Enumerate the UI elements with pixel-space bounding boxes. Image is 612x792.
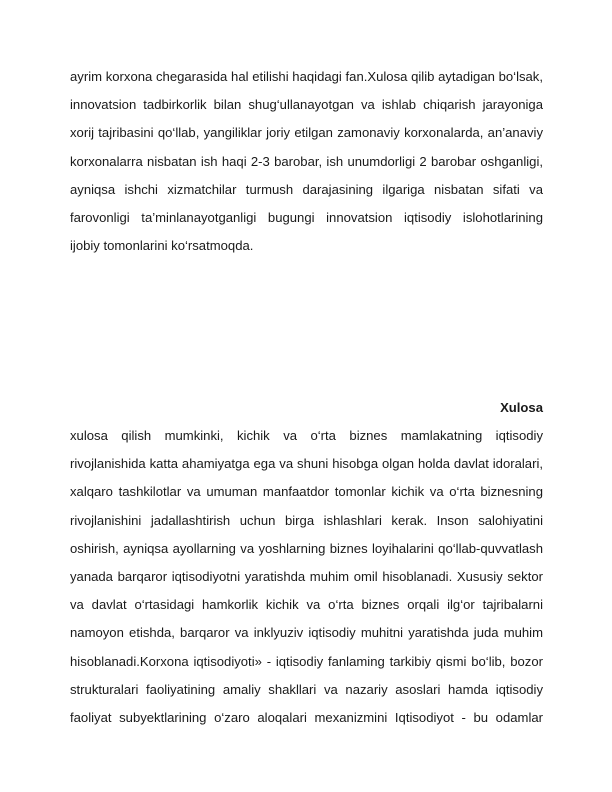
- paragraph-line: strukturalari faoliyatining amaliy shakllari va nazariy asoslari hamda iqtisodiy: [70, 681, 543, 697]
- paragraph-line: xalqaro tashkilotlar va umuman manfaatdor tomonlar kichik va o‘rta biznesning: [70, 484, 543, 500]
- paragraph-line: rivojlanishida katta ahamiyatga ega va shuni hisobga olgan holda davlat idoralari,: [70, 456, 543, 472]
- paragraph-line: ijobiy tomonlarini ko‘rsatmoqda.: [70, 238, 254, 254]
- paragraph-line: rivojlanishini jadallashtirish uchun birga ishlashlari kerak. Inson salohiyatini: [70, 512, 543, 528]
- paragraph-line: oshirish, ayniqsa ayollarning va yoshlarning biznes loyihalarini qo‘llab-quvvatlash: [70, 540, 543, 556]
- paragraph-line: hisoblanadi.Korxona iqtisodiyoti» - iqtisodiy fanlaming tarkibiy qismi bo‘lib, bozor: [70, 653, 543, 669]
- paragraph-line: ayniqsa ishchi xizmatchilar turmush darajasining ilgariga nisbatan sifati va: [70, 181, 543, 197]
- paragraph-line: ayrim korxona chegarasida hal etilishi haqidagi fan.Xulosa qilib aytadigan bo‘lsak,: [70, 69, 543, 84]
- paragraph-intro: [70, 63, 543, 260]
- paragraph-line: innovatsion tadbirkorlik bilan shug‘ullanayotgan va ishlab chiqarish jarayoniga: [70, 97, 543, 113]
- section-heading: Xulosa: [500, 400, 543, 415]
- paragraph-line: namoyon etishda, barqaror va inklyuziv iqtisodiy muhitni yaratishda juda muhim: [70, 625, 543, 641]
- paragraph-line: va davlat o‘rtasidagi hamkorlik kichik va o‘rta biznes orqali ilg‘or tajribalarni: [70, 597, 543, 613]
- paragraph-line: xorij tajribasini qo‘llab, yangiliklar joriy etilgan zamonaviy korxonalarda, an’anaviy: [70, 125, 543, 141]
- paragraph-line: farovonligi ta’minlanayotganligi bugungi innovatsion iqtisodiy islohotlarining: [70, 209, 543, 225]
- paragraph-line: faoliyat subyektlarining o‘zaro aloqalari mexanizmini Iqtisodiyot - bu odamlar: [70, 709, 543, 725]
- paragraph-line: korxonalarra nisbatan ish haqi 2-3 barobar, ish unumdorligi 2 barobar oshganligi,: [70, 153, 543, 169]
- paragraph-line: xulosa qilish mumkinki, kichik va o‘rta biznes mamlakatning iqtisodiy: [70, 428, 543, 443]
- paragraph-line: yanada barqaror iqtisodiyotni yaratishda muhim omil hisoblanadi. Xususiy sektor: [70, 568, 543, 584]
- paragraph-conclusion: [70, 422, 543, 732]
